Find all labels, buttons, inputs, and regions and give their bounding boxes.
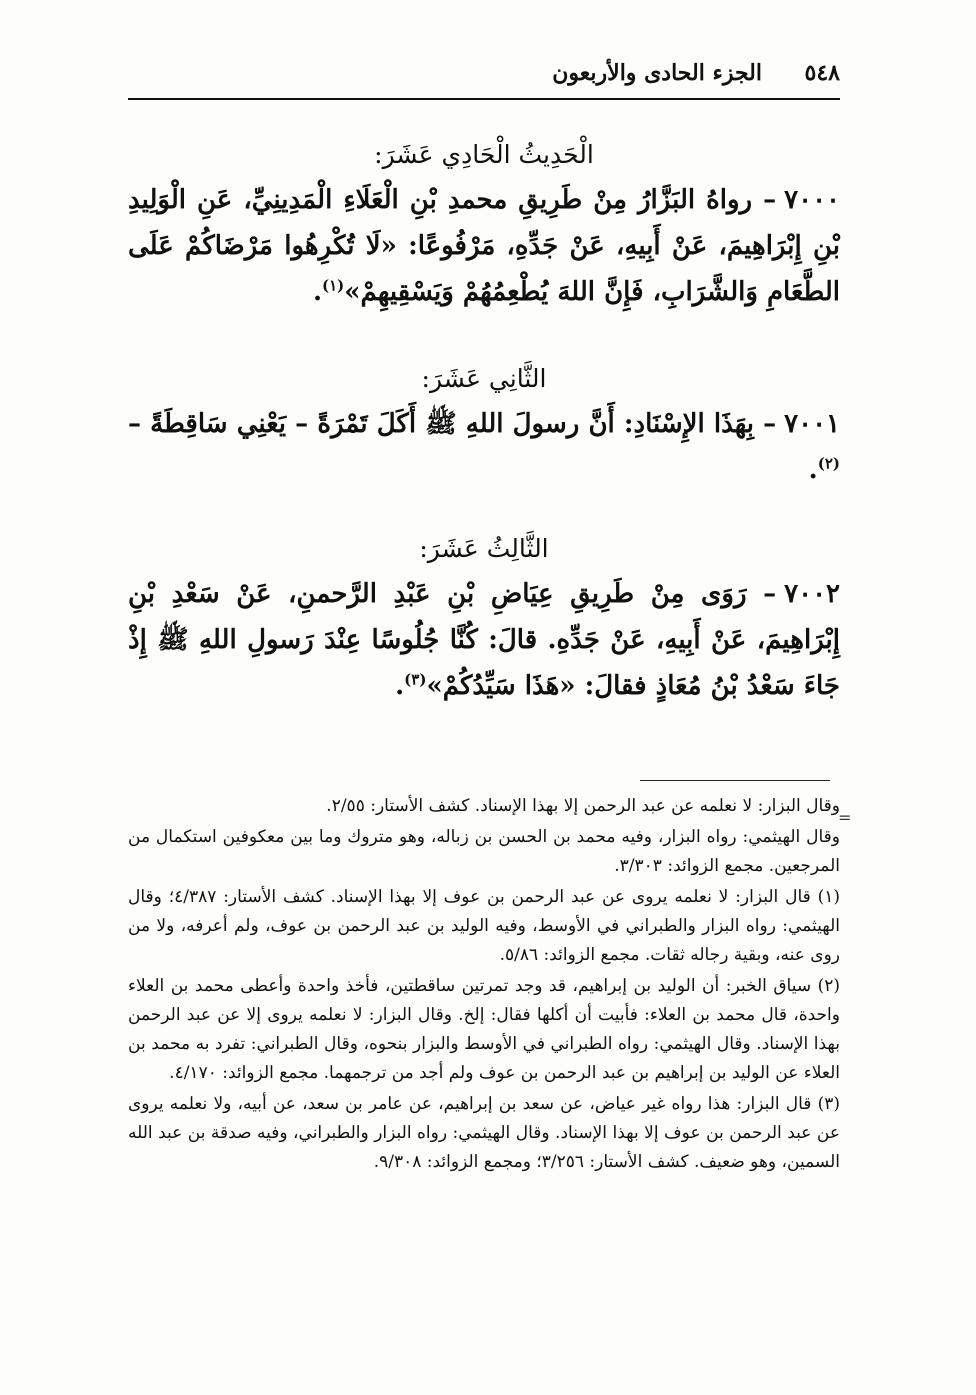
hadith-text xyxy=(128,571,840,709)
hadith-body: – بِهَذَا الإِسْنَادِ: أَنَّ رسولَ اللهِ ﷺ أَكَلَ تَمْرَةً – يَعْنِي سَاقِطَةً – xyxy=(128,409,777,439)
running-title: الجزء الحادى والأربعون xyxy=(552,60,762,86)
section-heading: الثَّانِي عَشَرَ: xyxy=(421,364,547,393)
footnote-paragraph: وقال الهيثمي: رواه البزار، وفيه محمد بن الحسن بن زباله، وهو متروك وما بين معكوفين استكمال من المرجعين. مجمع الزوائد: ٣/٣٠٣. xyxy=(128,827,840,876)
footnote-paragraph: وقال البزار: لا نعلمه عن عبد الرحمن إلا بهذا الإسناد. كشف الأستار: ٢/٥٥. xyxy=(326,796,840,816)
hadith-number: ٧٠٠٠ xyxy=(784,185,840,215)
hadith-ending: . xyxy=(808,455,818,485)
hadith-number: ٧٠٠٢ xyxy=(784,579,840,609)
footnote-paragraph: (١) قال البزار: لا نعلمه يروى عن عبد الرحمن بن عوف إلا بهذا الإسناد. كشف الأستار: ٤/٣٨٧؛ وقال الهيثمي: رواه البزار والطبراني في الأوسط، وفيه الوليد بن عبد الرحمن بن عوف، ولم أعرفه، ولا من روى عنه، وبقية رجاله ثقات. مجمع الزوائد: ٥/٨٦. xyxy=(128,887,840,965)
hadith-body: – رَوَى مِنْ طَرِيقِ عِيَاضِ بْنِ عَبْدِ الرَّحمنِ، عَنْ سَعْدِ بْنِ إِبْرَاهِيمَ، عَنْ أَبِيهِ، عَنْ جَدِّهِ. قالَ: كُنَّا جُلُوسًا عِنْدَ رَسولِ اللهِ ﷺ إِذْ جَاءَ سَعْدُ بْنُ مُعَاذٍ فقالَ: «هَذَا سَيِّدُكُمْ» xyxy=(128,579,840,701)
hadith-section-13 xyxy=(128,534,840,709)
footnote-ref[interactable]: (٢) xyxy=(817,454,840,473)
page-number: ٥٤٨ xyxy=(804,60,840,86)
hadith-text xyxy=(128,177,840,315)
footnote-ref[interactable]: (١) xyxy=(322,276,345,295)
footnote-ref[interactable]: (٣) xyxy=(404,670,427,689)
hadith-number: ٧٠٠١ xyxy=(784,409,840,439)
section-heading: الثَّالِثُ عَشَرَ: xyxy=(419,534,549,563)
footnote-divider xyxy=(640,780,830,781)
hadith-section-12 xyxy=(128,364,840,493)
footnotes-block xyxy=(128,792,840,1179)
continuation-mark: = xyxy=(838,808,852,827)
hadith-ending: . xyxy=(312,277,322,307)
hadith-section-11 xyxy=(128,140,840,315)
page-header xyxy=(128,58,840,100)
footnote-paragraph: (٢) سياق الخبر: أن الوليد بن إبراهيم، قد وجد تمرتين ساقطتين، فأخذ واحدة وأعطى محمد بن العلاء واحدة، قال محمد بن العلاء: فأبيت أن أكلها فقال: إلخ. وقال البزار: لا نعلمه يروى إلا عن عبد الرحمن بهذا الإسناد. وقال الهيثمي: رواه الطبراني في الأوسط والبزار بنحوه، وقال الطبراني: تفرد به محمد بن العلاء عن الوليد بن إبراهيم بن عبد الرحمن بن عوف ولم أجد من ترجمهما. مجمع الزوائد: ٤/١٧٠. xyxy=(128,976,840,1083)
hadith-text xyxy=(128,401,840,493)
section-heading: الْحَدِيثُ الْحَادِي عَشَرَ: xyxy=(374,140,594,169)
hadith-ending: . xyxy=(395,671,405,701)
footnote-paragraph: (٣) قال البزار: هذا رواه غير عياض، عن سعد بن إبراهيم، عن عامر بن سعد، عن أبيه، ولا نعلمه يروى عن عبد الرحمن بن عوف إلا بهذا الإسناد. وقال الهيثمي: رواه البزار والطبراني، وفيه صدقة بن عبد الله السمين، وهو ضعيف. كشف الأستار: ٣/٢٥٦؛ ومجمع الزوائد: ٩/٣٠٨. xyxy=(128,1094,840,1172)
hadith-body: – رواهُ البَزَّارُ مِنْ طَرِيقِ محمدِ بْنِ الْعَلَاءِ الْمَدِينِيِّ، عَنِ الْوَلِيدِ بْنِ إِبْرَاهِيمَ، عَنْ أَبِيهِ، عَنْ جَدِّهِ، مَرْفُوعًا: «لَا تُكْرِهُوا مَرْضَاكُمْ عَلَى الطَّعَامِ وَالشَّرَابِ، فَإِنَّ اللهَ يُطْعِمُهُمْ وَيَسْقِيهِمْ» xyxy=(128,185,840,307)
